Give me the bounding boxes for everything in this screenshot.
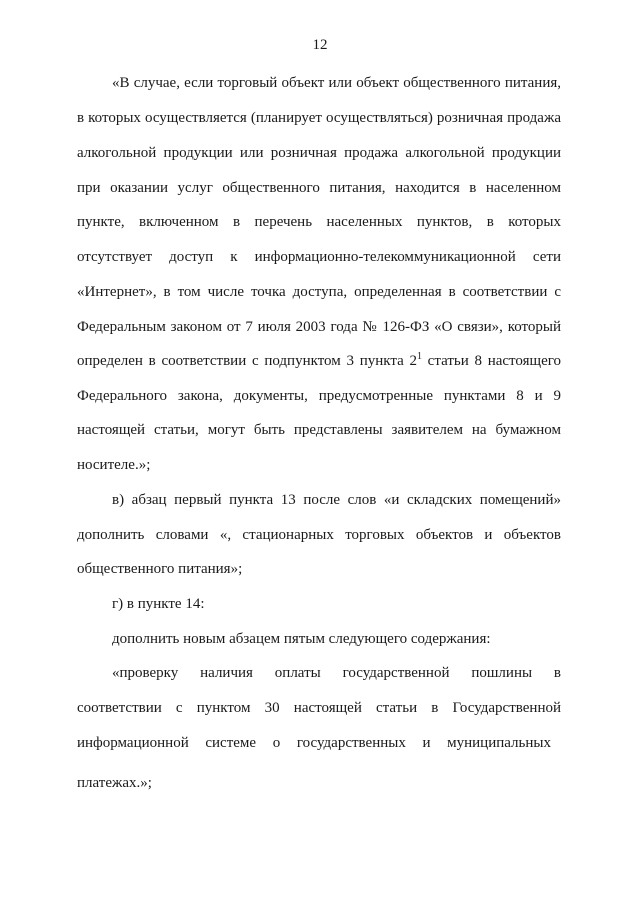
text-line: «Интернет», в том числе точка доступа, определенная в соответствии с [77,284,561,300]
text-line: Федерального закона, документы, предусмотренные пунктами 8 и 9 [77,388,561,404]
text-line: платежах.»; [77,775,152,791]
text-line: носителе.»; [77,457,151,473]
text-line: Федеральным законом от 7 июля 2003 года № 126-ФЗ «О связи», который [77,319,561,335]
text-line: отсутствует доступ к информационно-телекоммуникационной сети [77,249,561,265]
text-line: «В случае, если торговый объект или объект общественного питания, [112,75,561,91]
page-number: 12 [312,37,328,53]
text-line: дополнить новым абзацем пятым следующего содержания: [112,631,491,647]
text-line: в которых осуществляется (планирует осуществляться) розничная продажа [77,110,561,126]
text-line: соответствии с пунктом 30 настоящей статьи в Государственной [77,700,561,716]
text-line: алкогольной продукции или розничная продажа алкогольной продукции [77,145,561,161]
text-line: в) абзац первый пункта 13 после слов «и складских помещений» [112,492,561,508]
text-line: «проверку наличия оплаты государственной пошлины в [112,665,561,681]
text-line: г) в пункте 14: [112,596,205,612]
text-segment: статьи 8 настоящего [421,353,561,369]
superscript: 1 [416,351,422,362]
text-segment: определен в соответствии с подпунктом 3 пункта 2 [77,353,417,369]
text-line: настоящей статьи, могут быть представлены заявителем на бумажном [77,422,561,438]
text-line: информационной системе о государственных и муниципальных [77,735,551,751]
text-line: при оказании услуг общественного питания, находится в населенном [77,180,561,196]
text-line: пункте, включенном в перечень населенных пунктов, в которых [77,214,561,230]
text-line [77,352,561,370]
text-line: общественного питания»; [77,561,243,577]
text-line: дополнить словами «, стационарных торговых объектов и объектов [77,527,561,543]
